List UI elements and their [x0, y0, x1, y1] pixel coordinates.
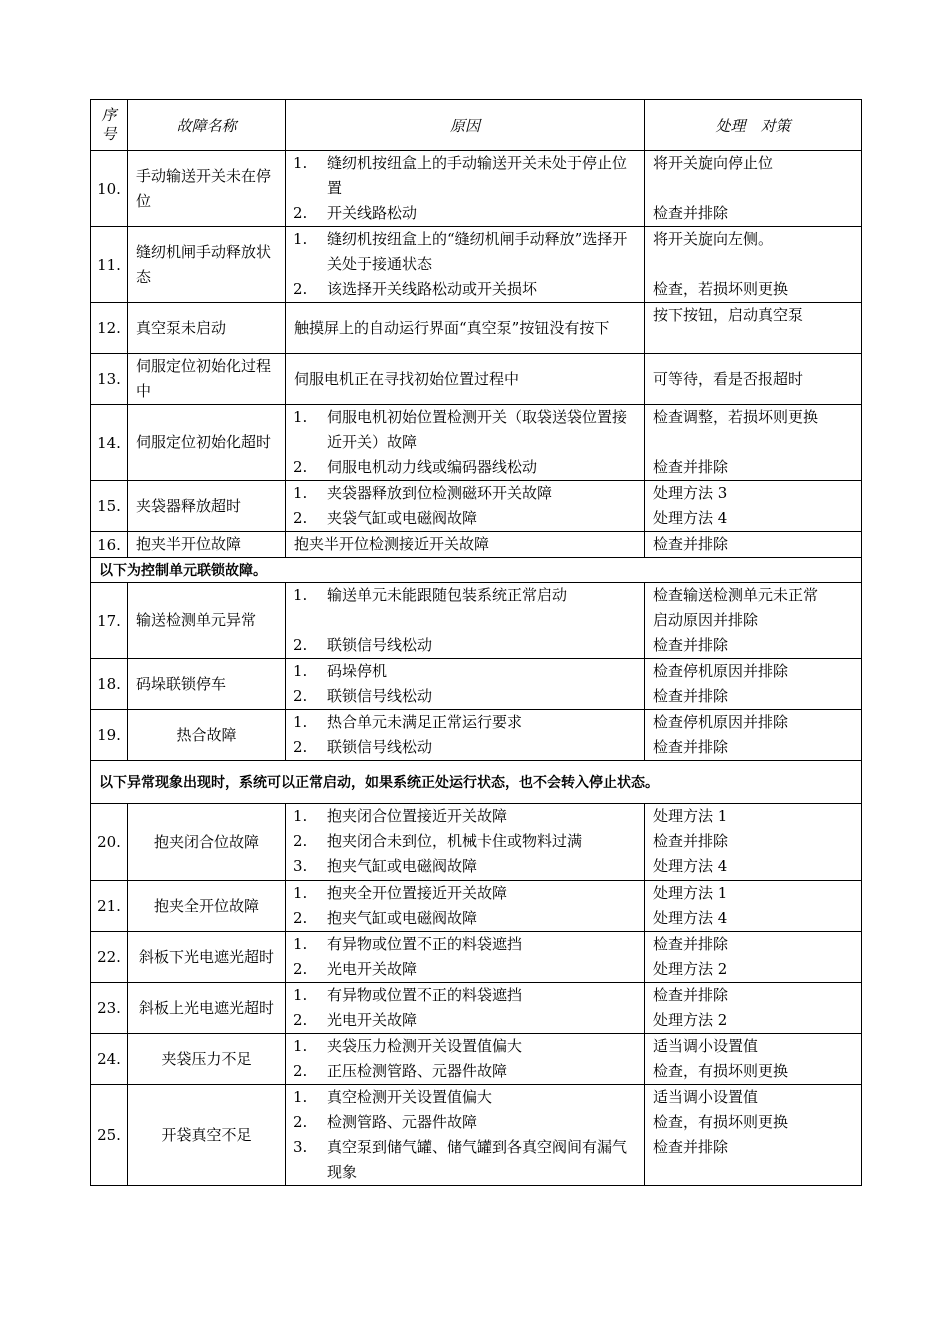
row-seq: 17. [91, 583, 128, 659]
measure-line: 检查并排除 [653, 687, 729, 705]
cause-number: 2. [293, 909, 308, 927]
cause-item [286, 1135, 644, 1185]
cause-number: 2. [293, 832, 308, 850]
cause-text: 正压检测管路、元器件故障 [327, 1062, 508, 1080]
row-cause [286, 227, 645, 303]
row-cause [286, 481, 645, 532]
row-seq: 11. [91, 227, 128, 303]
header-cause: 原因 [286, 100, 645, 151]
cause-text: 检测管路、元器件故障 [327, 1113, 478, 1131]
cause-text: 该选择开关线路松动或开关损坏 [327, 280, 538, 298]
cause-item [286, 710, 644, 735]
table-header-row [91, 100, 862, 151]
cause-item [286, 506, 644, 531]
cause-number: 2. [293, 509, 308, 527]
row-seq: 13. [91, 354, 128, 405]
cause-item [286, 1059, 644, 1084]
cause-item [286, 1008, 644, 1033]
row-fault-name: 手动输送开关未在停位 [128, 151, 286, 227]
row-fault-name: 码垛联锁停车 [128, 659, 286, 710]
measure-line: 检查停机原因并排除 [653, 662, 789, 680]
row-fault-name: 抱夹全开位故障 [128, 881, 286, 932]
row-measure [645, 983, 862, 1034]
header-seq [91, 100, 128, 151]
table-row [91, 405, 862, 481]
row-seq: 23. [91, 983, 128, 1034]
row-measure [645, 532, 862, 558]
measure-line: 检查并排除 [653, 935, 729, 953]
row-measure [645, 303, 862, 354]
row-measure [645, 405, 862, 481]
row-fault-name: 缝纫机闸手动释放状态 [128, 227, 286, 303]
cause-item [286, 227, 644, 277]
row-seq: 16. [91, 532, 128, 558]
cause-item [286, 829, 644, 854]
measure-line: 处理方法 4 [653, 857, 728, 875]
table-row [91, 1034, 862, 1085]
measure-line: 适当调小设置值 [653, 1088, 759, 1106]
measure-line: 检查并排除 [653, 832, 729, 850]
measure-line: 检查，有损坏则更换 [653, 1113, 789, 1131]
measure-line: 检查，若损坏则更换 [653, 280, 789, 298]
cause-number: 1. [293, 713, 308, 731]
row-cause: 伺服电机正在寻找初始位置过程中 [286, 354, 645, 405]
cause-text: 夹袋气缸或电磁阀故障 [327, 509, 478, 527]
cause-text: 缝纫机按纽盒上的“缝纫机闸手动释放”选择开关处于接通状态 [327, 230, 628, 273]
cause-number: 3. [293, 857, 308, 875]
cause-text: 抱夹气缸或电磁阀故障 [327, 909, 478, 927]
measure-line: 按下按钮，启动真空泵 [653, 306, 804, 324]
table-row [91, 532, 862, 558]
row-seq: 14. [91, 405, 128, 481]
cause-number: 1. [293, 884, 308, 902]
measure-line: 启动原因并排除 [653, 611, 759, 629]
row-seq: 24. [91, 1034, 128, 1085]
measure-line: 检查并排除 [653, 636, 729, 654]
row-seq: 19. [91, 710, 128, 761]
row-cause [286, 983, 645, 1034]
row-seq: 10. [91, 151, 128, 227]
measure-line: 处理方法 2 [653, 1011, 728, 1029]
cause-item [286, 151, 644, 201]
row-measure [645, 710, 862, 761]
cause-number: 1. [293, 935, 308, 953]
measure-line: 将开关旋向停止位 [653, 154, 774, 172]
table-row [91, 303, 862, 354]
cause-item [286, 633, 644, 658]
cause-number: 2. [293, 1011, 308, 1029]
cause-text: 抱夹气缸或电磁阀故障 [327, 857, 478, 875]
measure-line: 检查输送检测单元未正常 [653, 586, 819, 604]
cause-item [286, 881, 644, 906]
row-measure [645, 354, 862, 405]
table-row [91, 659, 862, 710]
table-row [91, 710, 862, 761]
row-cause [286, 405, 645, 481]
measure-line: 处理方法 4 [653, 909, 728, 927]
table-row [91, 804, 862, 881]
cause-text: 真空检测开关设置值偏大 [327, 1088, 493, 1106]
cause-number: 1. [293, 1037, 308, 1055]
row-fault-name: 夹袋压力不足 [128, 1034, 286, 1085]
cause-spacer [286, 608, 644, 633]
cause-item [286, 1085, 644, 1110]
cause-item [286, 983, 644, 1008]
fault-table-page [90, 99, 861, 1186]
row-fault-name: 抱夹半开位故障 [128, 532, 286, 558]
measure-line: 检查并排除 [653, 458, 729, 476]
row-measure [645, 659, 862, 710]
row-seq: 22. [91, 932, 128, 983]
cause-text: 联锁信号线松动 [327, 636, 433, 654]
cause-number: 2. [293, 738, 308, 756]
cause-text: 输送单元未能跟随包装系统正常启动 [327, 586, 568, 604]
cause-number: 2. [293, 687, 308, 705]
cause-number: 2. [293, 636, 308, 654]
cause-number: 1. [293, 230, 308, 248]
measure-line: 检查并排除 [653, 535, 729, 553]
measure-line: 检查并排除 [653, 986, 729, 1004]
cause-item [286, 804, 644, 829]
cause-item [286, 455, 644, 480]
row-cause [286, 804, 645, 881]
cause-number: 1. [293, 807, 308, 825]
table-row [91, 583, 862, 659]
table-row [91, 227, 862, 303]
row-fault-name: 真空泵未启动 [128, 303, 286, 354]
cause-text: 有异物或位置不正的料袋遮挡 [327, 986, 523, 1004]
header-seq-text: 序号 [101, 106, 117, 143]
measure-line: 检查调整，若损坏则更换 [653, 408, 819, 426]
measure-line: 处理方法 2 [653, 960, 728, 978]
row-fault-name: 伺服定位初始化过程中 [128, 354, 286, 405]
measure-line: 检查停机原因并排除 [653, 713, 789, 731]
row-seq: 18. [91, 659, 128, 710]
table-row [91, 983, 862, 1034]
row-fault-name: 开袋真空不足 [128, 1085, 286, 1186]
header-measure: 处理 对策 [645, 100, 862, 151]
cause-item [286, 583, 644, 608]
cause-text: 有异物或位置不正的料袋遮挡 [327, 935, 523, 953]
row-seq: 12. [91, 303, 128, 354]
row-cause [286, 1085, 645, 1186]
cause-text: 抱夹闭合未到位，机械卡住或物料过满 [327, 832, 583, 850]
cause-text: 夹袋器释放到位检测磁环开关故障 [327, 484, 553, 502]
table-row [91, 354, 862, 405]
cause-number: 1. [293, 484, 308, 502]
row-cause [286, 151, 645, 227]
cause-item [286, 906, 644, 931]
cause-item [286, 932, 644, 957]
row-seq: 21. [91, 881, 128, 932]
section-title: 以下为控制单元联锁故障。 [91, 558, 862, 583]
row-fault-name: 斜板下光电遮光超时 [128, 932, 286, 983]
row-cause [286, 881, 645, 932]
cause-text: 光电开关故障 [327, 960, 418, 978]
measure-line [653, 1160, 853, 1185]
row-cause [286, 932, 645, 983]
row-cause: 触摸屏上的自动运行界面“真空泵”按钮没有按下 [286, 303, 645, 354]
table-row [91, 881, 862, 932]
row-cause [286, 1034, 645, 1085]
cause-text: 真空泵到储气罐、储气罐到各真空阀间有漏气现象 [327, 1138, 628, 1181]
cause-text: 光电开关故障 [327, 1011, 418, 1029]
row-measure [645, 881, 862, 932]
section-header-row [91, 558, 862, 583]
cause-number: 1. [293, 986, 308, 1004]
cause-number: 1. [293, 662, 308, 680]
cause-number: 2. [293, 1062, 308, 1080]
cause-text: 码垛停机 [327, 662, 388, 680]
cause-text: 开关线路松动 [327, 204, 418, 222]
cause-number: 3. [293, 1138, 308, 1156]
row-measure [645, 1085, 862, 1186]
section-header-row [91, 761, 862, 804]
measure-line [653, 252, 853, 277]
row-measure [645, 932, 862, 983]
row-measure [645, 804, 862, 881]
row-seq: 15. [91, 481, 128, 532]
measure-line: 检查并排除 [653, 1138, 729, 1156]
cause-item [286, 957, 644, 982]
cause-number: 1. [293, 1088, 308, 1106]
measure-line: 可等待，看是否报超时 [653, 369, 804, 388]
cause-item [286, 277, 644, 302]
table-row [91, 1085, 862, 1186]
row-fault-name: 抱夹闭合位故障 [128, 804, 286, 881]
cause-text: 联锁信号线松动 [327, 687, 433, 705]
row-measure [645, 151, 862, 227]
cause-item [286, 1034, 644, 1059]
cause-item [286, 684, 644, 709]
row-seq: 20. [91, 804, 128, 881]
table-row [91, 932, 862, 983]
cause-item [286, 735, 644, 760]
measure-line: 处理方法 1 [653, 807, 728, 825]
measure-line [653, 328, 853, 353]
row-fault-name: 斜板上光电遮光超时 [128, 983, 286, 1034]
fault-table [90, 99, 862, 1186]
measure-line: 适当调小设置值 [653, 1037, 759, 1055]
row-measure [645, 1034, 862, 1085]
cause-number: 2. [293, 1113, 308, 1131]
measure-line: 检查并排除 [653, 204, 729, 222]
row-cause: 抱夹半开位检测接近开关故障 [286, 532, 645, 558]
measure-line [653, 176, 853, 201]
table-row [91, 481, 862, 532]
cause-item [286, 481, 644, 506]
measure-line: 处理方法 4 [653, 509, 728, 527]
cause-text: 伺服电机动力线或编码器线松动 [327, 458, 538, 476]
row-fault-name: 夹袋器释放超时 [128, 481, 286, 532]
row-fault-name: 输送检测单元异常 [128, 583, 286, 659]
row-measure [645, 583, 862, 659]
cause-text: 缝纫机按纽盒上的手动输送开关未处于停止位置 [327, 154, 628, 197]
table-row [91, 151, 862, 227]
cause-text: 联锁信号线松动 [327, 738, 433, 756]
section-title: 以下异常现象出现时，系统可以正常启动，如果系统正处运行状态，也不会转入停止状态。 [91, 761, 862, 804]
row-fault-name: 热合故障 [128, 710, 286, 761]
row-cause [286, 659, 645, 710]
cause-text: 热合单元未满足正常运行要求 [327, 713, 523, 731]
measure-line: 检查，有损坏则更换 [653, 1062, 789, 1080]
measure-line: 将开关旋向左侧。 [653, 230, 774, 248]
row-measure [645, 481, 862, 532]
row-seq: 25. [91, 1085, 128, 1186]
cause-number: 2. [293, 458, 308, 476]
cause-text: 抱夹闭合位置接近开关故障 [327, 807, 508, 825]
cause-item [286, 405, 644, 455]
cause-number: 2. [293, 280, 308, 298]
cause-number: 2. [293, 960, 308, 978]
table-body [91, 151, 862, 1186]
row-measure [645, 227, 862, 303]
cause-item [286, 659, 644, 684]
cause-text: 伺服电机初始位置检测开关（取袋送袋位置接近开关）故障 [327, 408, 628, 451]
measure-line [653, 430, 853, 455]
header-name: 故障名称 [128, 100, 286, 151]
measure-line: 处理方法 1 [653, 884, 728, 902]
measure-line: 处理方法 3 [653, 484, 728, 502]
measure-line: 检查并排除 [653, 738, 729, 756]
row-cause [286, 710, 645, 761]
cause-item [286, 854, 644, 879]
cause-text: 抱夹全开位置接近开关故障 [327, 884, 508, 902]
cause-item [286, 1110, 644, 1135]
cause-number: 1. [293, 586, 308, 604]
cause-number: 1. [293, 154, 308, 172]
row-cause [286, 583, 645, 659]
cause-number: 2. [293, 204, 308, 222]
row-fault-name: 伺服定位初始化超时 [128, 405, 286, 481]
cause-item [286, 201, 644, 226]
cause-text: 夹袋压力检测开关设置值偏大 [327, 1037, 523, 1055]
cause-number: 1. [293, 408, 308, 426]
